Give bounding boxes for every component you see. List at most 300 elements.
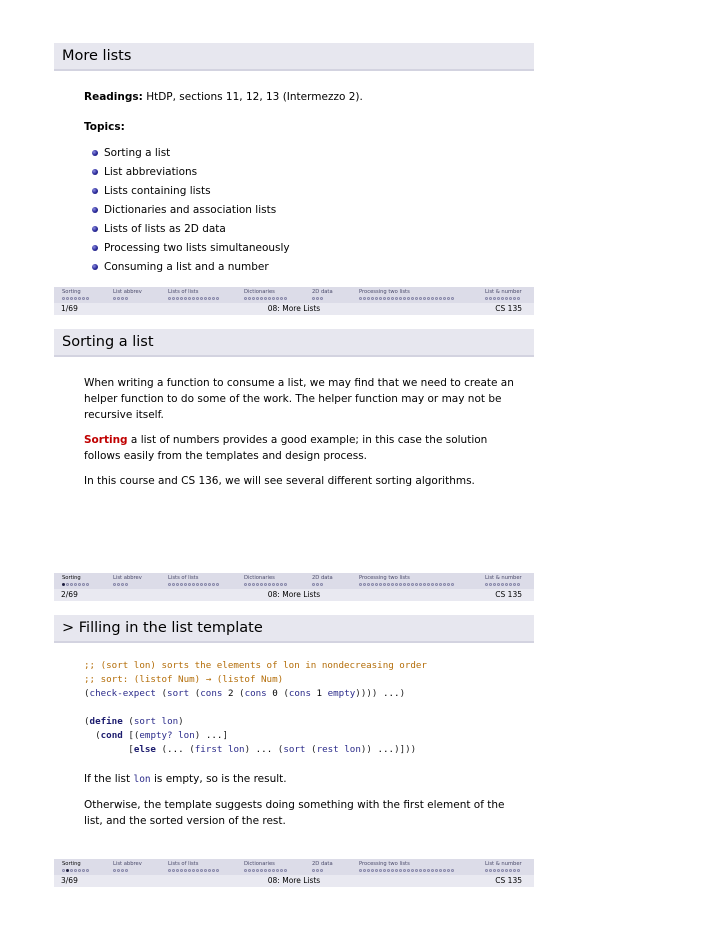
- nav-frame-dot[interactable]: [113, 869, 116, 872]
- nav-frame-dot[interactable]: [505, 297, 508, 300]
- list-item: Dictionaries and association lists: [92, 201, 514, 220]
- bullet-ball-icon: [92, 150, 98, 156]
- nav-frame-dot[interactable]: [451, 869, 454, 872]
- nav-frame-dot[interactable]: [316, 297, 319, 300]
- nav-frame-dot[interactable]: [188, 583, 191, 586]
- inline-code: lon: [133, 774, 151, 785]
- nav-frame-dot[interactable]: [212, 869, 215, 872]
- nav-frame-dot[interactable]: [252, 583, 255, 586]
- readings-label: Readings:: [84, 91, 143, 103]
- nav-frame-dot[interactable]: [252, 869, 255, 872]
- bullet-ball-icon: [92, 169, 98, 175]
- nav-section-link[interactable]: Sorting: [62, 575, 81, 581]
- nav-frame-dot[interactable]: [280, 583, 283, 586]
- nav-frame-dot[interactable]: [312, 583, 315, 586]
- nav-frame-dot[interactable]: [264, 869, 267, 872]
- nav-frame-dot[interactable]: [276, 583, 279, 586]
- nav-section-link[interactable]: Dictionaries: [244, 575, 275, 581]
- nav-section-link[interactable]: Processing two lists: [359, 575, 410, 581]
- list-item: Lists containing lists: [92, 182, 514, 201]
- nav-frame-dot[interactable]: [264, 297, 267, 300]
- slide-title: > Filling in the list template: [62, 620, 263, 636]
- nav-frame-dot[interactable]: [517, 297, 520, 300]
- slide-title: More lists: [62, 48, 132, 64]
- nav-frame-dot[interactable]: [383, 297, 386, 300]
- nav-frame-dot[interactable]: [513, 869, 516, 872]
- nav-frame-dot[interactable]: [78, 297, 81, 300]
- section-navbar: [54, 287, 534, 303]
- nav-frame-dot[interactable]: [180, 583, 183, 586]
- nav-frame-dot[interactable]: [196, 869, 199, 872]
- nav-frame-dot[interactable]: [172, 583, 175, 586]
- nav-frame-dot[interactable]: [359, 583, 362, 586]
- nav-frame-dot[interactable]: [212, 297, 215, 300]
- nav-frame-dot[interactable]: [383, 583, 386, 586]
- nav-frame-dot[interactable]: [117, 297, 120, 300]
- slide-title-bar: [54, 615, 534, 643]
- nav-frame-dot[interactable]: [371, 583, 374, 586]
- nav-frame-dot[interactable]: [505, 583, 508, 586]
- nav-frame-dot[interactable]: [200, 869, 203, 872]
- nav-frame-dots: [312, 583, 324, 587]
- nav-frame-dot[interactable]: [244, 869, 247, 872]
- page-number: 1/69: [61, 304, 78, 313]
- nav-frame-dot[interactable]: [86, 297, 89, 300]
- nav-frame-dots: [312, 297, 324, 301]
- nav-frame-dot[interactable]: [125, 583, 128, 586]
- nav-frame-dot[interactable]: [192, 583, 195, 586]
- nav-frame-dot[interactable]: [113, 583, 116, 586]
- nav-frame-dots: [359, 869, 455, 873]
- nav-section-link[interactable]: List & number: [485, 289, 522, 295]
- nav-section-link[interactable]: List abbrev: [113, 861, 142, 867]
- nav-frame-dot[interactable]: [74, 869, 77, 872]
- nav-frame-dot[interactable]: [439, 869, 442, 872]
- nav-frame-dot[interactable]: [176, 869, 179, 872]
- list-item: Lists of lists as 2D data: [92, 220, 514, 239]
- nav-frame-dot[interactable]: [395, 583, 398, 586]
- nav-frame-dot[interactable]: [200, 297, 203, 300]
- nav-frame-dot[interactable]: [192, 297, 195, 300]
- nav-frame-dot[interactable]: [387, 297, 390, 300]
- paragraph: When writing a function to consume a list, we may find that we need to create an helper function to do some of the work. The helper function may or may not be recursive itself.: [84, 377, 514, 421]
- nav-section-link[interactable]: Dictionaries: [244, 861, 275, 867]
- slide-footer: [54, 303, 534, 315]
- nav-frame-dot[interactable]: [208, 297, 211, 300]
- nav-frame-dot[interactable]: [272, 583, 275, 586]
- nav-frame-dot[interactable]: [70, 583, 73, 586]
- nav-frame-dot[interactable]: [387, 869, 390, 872]
- nav-section-link[interactable]: List abbrev: [113, 575, 142, 581]
- nav-frame-dot[interactable]: [180, 297, 183, 300]
- nav-frame-dot[interactable]: [485, 583, 488, 586]
- nav-frame-dot[interactable]: [363, 297, 366, 300]
- nav-frame-dot[interactable]: [248, 297, 251, 300]
- bullet-ball-icon: [92, 188, 98, 194]
- nav-frame-dots: [244, 297, 288, 301]
- nav-frame-dot[interactable]: [184, 297, 187, 300]
- readings-line: [84, 89, 514, 105]
- nav-frame-dot[interactable]: [485, 869, 488, 872]
- nav-frame-dot[interactable]: [268, 297, 271, 300]
- nav-frame-dot[interactable]: [264, 583, 267, 586]
- nav-frame-dot[interactable]: [359, 297, 362, 300]
- nav-frame-dot[interactable]: [419, 583, 422, 586]
- nav-frame-dot[interactable]: [216, 583, 219, 586]
- nav-section-link[interactable]: Sorting: [62, 861, 81, 867]
- nav-frame-dot[interactable]: [82, 869, 85, 872]
- nav-frame-dot[interactable]: [431, 869, 434, 872]
- paragraph: If the list lon is empty, so is the result.: [84, 773, 287, 785]
- nav-frame-dot[interactable]: [485, 297, 488, 300]
- nav-frame-dots: [62, 583, 90, 587]
- slide-content: [84, 375, 514, 498]
- slide-title: Sorting a list: [62, 334, 154, 350]
- nav-frame-dot[interactable]: [82, 297, 85, 300]
- nav-frame-dot[interactable]: [272, 869, 275, 872]
- nav-frame-dot[interactable]: [493, 869, 496, 872]
- nav-frame-dot[interactable]: [439, 583, 442, 586]
- nav-frame-dot[interactable]: [505, 869, 508, 872]
- nav-frame-dot[interactable]: [489, 297, 492, 300]
- nav-frame-dot[interactable]: [180, 869, 183, 872]
- nav-frame-dot[interactable]: [276, 869, 279, 872]
- nav-frame-dot[interactable]: [497, 869, 500, 872]
- nav-frame-dot[interactable]: [188, 297, 191, 300]
- nav-frame-dot[interactable]: [272, 297, 275, 300]
- code-comment: ;; (sort lon) sorts the elements of lon in nondecreasing order: [84, 660, 427, 671]
- nav-frame-dot[interactable]: [517, 869, 520, 872]
- nav-section-link[interactable]: 2D data: [312, 575, 333, 581]
- nav-frame-dot[interactable]: [196, 297, 199, 300]
- nav-frame-dot[interactable]: [248, 583, 251, 586]
- nav-frame-dot[interactable]: [86, 583, 89, 586]
- nav-frame-dot[interactable]: [509, 297, 512, 300]
- nav-frame-dot[interactable]: [391, 583, 394, 586]
- nav-frame-dot[interactable]: [489, 583, 492, 586]
- nav-frame-dot[interactable]: [407, 583, 410, 586]
- nav-frame-dot[interactable]: [419, 297, 422, 300]
- nav-frame-dot[interactable]: [509, 869, 512, 872]
- nav-frame-dot[interactable]: [415, 869, 418, 872]
- nav-frame-dot[interactable]: [387, 583, 390, 586]
- nav-frame-dot[interactable]: [493, 583, 496, 586]
- section-navbar: [54, 859, 534, 875]
- nav-frame-dot[interactable]: [168, 869, 171, 872]
- nav-frame-dot[interactable]: [74, 583, 77, 586]
- nav-frame-dot[interactable]: [427, 583, 430, 586]
- nav-section-link[interactable]: 2D data: [312, 861, 333, 867]
- nav-frame-dot[interactable]: [363, 583, 366, 586]
- list-item: List abbreviations: [92, 163, 514, 182]
- nav-frame-dot[interactable]: [443, 869, 446, 872]
- nav-frame-dot[interactable]: [82, 583, 85, 586]
- bullet-ball-icon: [92, 264, 98, 270]
- nav-frame-dot[interactable]: [260, 583, 263, 586]
- nav-frame-dot[interactable]: [113, 297, 116, 300]
- nav-frame-dot[interactable]: [411, 869, 414, 872]
- nav-section-link[interactable]: Sorting: [62, 289, 81, 295]
- nav-frame-dot[interactable]: [74, 297, 77, 300]
- nav-frame-dot[interactable]: [415, 583, 418, 586]
- nav-frame-dot[interactable]: [375, 583, 378, 586]
- nav-frame-dot[interactable]: [125, 297, 128, 300]
- nav-frame-dot[interactable]: [117, 869, 120, 872]
- nav-frame-dot[interactable]: [216, 869, 219, 872]
- nav-frame-dot[interactable]: [399, 583, 402, 586]
- footer-title: 08: More Lists: [267, 304, 321, 313]
- nav-frame-dots: [244, 583, 288, 587]
- paragraph: Otherwise, the template suggests doing something with the first element of the list, and the sorted version of the rest.: [84, 799, 505, 827]
- nav-frame-dot[interactable]: [391, 869, 394, 872]
- nav-frame-dot[interactable]: [280, 297, 283, 300]
- nav-frame-dot[interactable]: [443, 297, 446, 300]
- nav-frame-dot[interactable]: [517, 583, 520, 586]
- section-navbar: [54, 573, 534, 589]
- nav-frame-dot[interactable]: [260, 869, 263, 872]
- nav-frame-dot[interactable]: [375, 297, 378, 300]
- nav-frame-dot[interactable]: [379, 297, 382, 300]
- nav-frame-dot[interactable]: [66, 297, 69, 300]
- readings-text: HtDP, sections 11, 12, 13 (Intermezzo 2).: [142, 91, 363, 103]
- nav-frame-dot[interactable]: [363, 869, 366, 872]
- nav-frame-dot[interactable]: [447, 583, 450, 586]
- nav-section-link[interactable]: List & number: [485, 861, 522, 867]
- nav-frame-dot[interactable]: [403, 583, 406, 586]
- nav-frame-dot[interactable]: [359, 869, 362, 872]
- nav-frame-dot[interactable]: [423, 297, 426, 300]
- slide-title-bar: [54, 329, 534, 357]
- nav-frame-dot[interactable]: [431, 583, 434, 586]
- nav-frame-dots: [168, 869, 220, 873]
- nav-frame-dot[interactable]: [208, 869, 211, 872]
- nav-frame-dot[interactable]: [121, 869, 124, 872]
- nav-frame-dot[interactable]: [501, 869, 504, 872]
- nav-frame-dot[interactable]: [184, 583, 187, 586]
- nav-frame-dot[interactable]: [497, 583, 500, 586]
- nav-section-link[interactable]: Dictionaries: [244, 289, 275, 295]
- nav-frame-dot[interactable]: [379, 583, 382, 586]
- nav-frame-dot[interactable]: [208, 583, 211, 586]
- nav-section-link[interactable]: List & number: [485, 575, 522, 581]
- nav-frame-dots: [113, 297, 129, 301]
- nav-section-link[interactable]: Lists of lists: [168, 575, 199, 581]
- code-block: ;; (sort lon) sorts the elements of lon in nondecreasing order ;; sort: (listof Num) → (listof Num) (check-expect (sort (cons 2 (cons 0 (cons 1 empty)))) ...) (define (sort lon) (cond [(empty? lon) ...] [else (... (first lon) ... (sort (rest lon)) ...)])): [84, 660, 427, 755]
- nav-section-link[interactable]: Lists of lists: [168, 861, 199, 867]
- nav-frame-dot[interactable]: [371, 297, 374, 300]
- nav-frame-dot[interactable]: [493, 297, 496, 300]
- nav-frame-dot[interactable]: [431, 297, 434, 300]
- footer-course: CS 135: [495, 590, 522, 599]
- nav-section-link[interactable]: Lists of lists: [168, 289, 199, 295]
- nav-frame-dot[interactable]: [176, 297, 179, 300]
- nav-frame-dot[interactable]: [320, 869, 323, 872]
- nav-frame-dot[interactable]: [117, 583, 120, 586]
- nav-frame-dot[interactable]: [367, 583, 370, 586]
- nav-frame-dot[interactable]: [379, 869, 382, 872]
- nav-frame-dot[interactable]: [447, 297, 450, 300]
- nav-frame-dot[interactable]: [435, 583, 438, 586]
- nav-frame-dot[interactable]: [443, 583, 446, 586]
- nav-frame-dot[interactable]: [70, 297, 73, 300]
- slide-title-bar: [54, 43, 534, 71]
- nav-frame-dot[interactable]: [284, 869, 287, 872]
- nav-frame-dot[interactable]: [423, 583, 426, 586]
- nav-frame-dot[interactable]: [252, 297, 255, 300]
- nav-frame-dots: [485, 297, 521, 301]
- nav-frame-dot[interactable]: [62, 297, 65, 300]
- nav-frame-dot[interactable]: [399, 869, 402, 872]
- nav-frame-dot[interactable]: [320, 583, 323, 586]
- nav-frame-dot[interactable]: [435, 869, 438, 872]
- nav-frame-dot[interactable]: [312, 869, 315, 872]
- nav-frame-dot[interactable]: [415, 297, 418, 300]
- slide-footer: [54, 589, 534, 601]
- nav-frame-dots: [62, 869, 90, 873]
- nav-frame-dot[interactable]: [212, 583, 215, 586]
- nav-section-link[interactable]: Processing two lists: [359, 289, 410, 295]
- nav-frame-dot[interactable]: [62, 869, 65, 872]
- nav-frame-dot[interactable]: [419, 869, 422, 872]
- nav-frame-dot[interactable]: [204, 583, 207, 586]
- nav-frame-dot[interactable]: [244, 297, 247, 300]
- nav-frame-dot[interactable]: [276, 297, 279, 300]
- nav-frame-dot[interactable]: [375, 869, 378, 872]
- nav-frame-dot[interactable]: [407, 869, 410, 872]
- nav-frame-dots: [168, 297, 220, 301]
- nav-frame-dot[interactable]: [407, 297, 410, 300]
- nav-frame-dot[interactable]: [196, 583, 199, 586]
- nav-frame-dot[interactable]: [423, 869, 426, 872]
- nav-frame-dot[interactable]: [411, 297, 414, 300]
- nav-frame-dot[interactable]: [284, 583, 287, 586]
- slide-footer: [54, 875, 534, 887]
- paragraph: In this course and CS 136, we will see several different sorting algorithms.: [84, 475, 475, 487]
- list-item: Processing two lists simultaneously: [92, 239, 514, 258]
- nav-frame-dot[interactable]: [367, 297, 370, 300]
- nav-frame-dot[interactable]: [184, 869, 187, 872]
- nav-frame-dots: [62, 297, 90, 301]
- nav-frame-dot[interactable]: [284, 297, 287, 300]
- nav-frame-dot[interactable]: [125, 869, 128, 872]
- nav-frame-dot[interactable]: [248, 869, 251, 872]
- nav-frame-dots: [485, 583, 521, 587]
- footer-course: CS 135: [495, 304, 522, 313]
- nav-frame-dot[interactable]: [399, 297, 402, 300]
- nav-frame-dot[interactable]: [280, 869, 283, 872]
- nav-frame-dot[interactable]: [395, 869, 398, 872]
- nav-frame-dot[interactable]: [204, 297, 207, 300]
- nav-frame-dot[interactable]: [200, 583, 203, 586]
- nav-frame-dot[interactable]: [121, 583, 124, 586]
- nav-frame-dot[interactable]: [391, 297, 394, 300]
- nav-frame-dot[interactable]: [66, 583, 69, 586]
- nav-frame-dot[interactable]: [501, 297, 504, 300]
- nav-frame-dot[interactable]: [451, 297, 454, 300]
- nav-frame-dot[interactable]: [451, 583, 454, 586]
- nav-frame-dot[interactable]: [489, 869, 492, 872]
- nav-frame-dot[interactable]: [497, 297, 500, 300]
- nav-frame-dot[interactable]: [403, 869, 406, 872]
- slide-more-lists: [54, 43, 534, 315]
- list-item: Sorting a list: [92, 144, 514, 163]
- nav-frame-dot[interactable]: [70, 869, 73, 872]
- nav-frame-dot[interactable]: [316, 583, 319, 586]
- nav-frame-dot[interactable]: [256, 583, 259, 586]
- nav-frame-dot[interactable]: [188, 869, 191, 872]
- nav-section-link[interactable]: 2D data: [312, 289, 333, 295]
- page-number: 3/69: [61, 876, 78, 885]
- nav-frame-dot[interactable]: [513, 297, 516, 300]
- nav-frame-dot[interactable]: [176, 583, 179, 586]
- nav-frame-dot[interactable]: [316, 869, 319, 872]
- nav-frame-dot[interactable]: [172, 869, 175, 872]
- nav-frame-dot[interactable]: [121, 297, 124, 300]
- nav-frame-dot[interactable]: [427, 869, 430, 872]
- nav-frame-dot[interactable]: [435, 297, 438, 300]
- nav-frame-dot[interactable]: [260, 297, 263, 300]
- bullet-ball-icon: [92, 245, 98, 251]
- nav-frame-dot[interactable]: [256, 869, 259, 872]
- nav-frame-dot[interactable]: [371, 869, 374, 872]
- nav-frame-dot[interactable]: [447, 869, 450, 872]
- topics-list: [84, 144, 514, 277]
- nav-section-link[interactable]: Processing two lists: [359, 861, 410, 867]
- nav-frame-dot[interactable]: [204, 869, 207, 872]
- nav-frame-dot[interactable]: [172, 297, 175, 300]
- nav-frame-dot[interactable]: [168, 297, 171, 300]
- nav-frame-dot[interactable]: [411, 583, 414, 586]
- footer-course: CS 135: [495, 876, 522, 885]
- nav-frame-dot[interactable]: [86, 869, 89, 872]
- nav-frame-dots: [359, 583, 455, 587]
- nav-frame-dot[interactable]: [62, 583, 65, 586]
- nav-frame-dot[interactable]: [66, 869, 69, 872]
- code-comment: ;; sort: (listof Num) → (listof Num): [84, 674, 284, 685]
- nav-frame-dot[interactable]: [244, 583, 247, 586]
- nav-frame-dot[interactable]: [312, 297, 315, 300]
- nav-section-link[interactable]: List abbrev: [113, 289, 142, 295]
- nav-frame-dot[interactable]: [192, 869, 195, 872]
- nav-frame-dot[interactable]: [367, 869, 370, 872]
- nav-frame-dot[interactable]: [439, 297, 442, 300]
- nav-frame-dot[interactable]: [395, 297, 398, 300]
- slide-content: [84, 659, 514, 838]
- slide-content: [84, 89, 514, 277]
- nav-frame-dot[interactable]: [216, 297, 219, 300]
- nav-frame-dots: [312, 869, 324, 873]
- nav-frame-dot[interactable]: [78, 583, 81, 586]
- nav-frame-dot[interactable]: [256, 297, 259, 300]
- nav-frame-dots: [113, 583, 129, 587]
- nav-frame-dot[interactable]: [168, 583, 171, 586]
- nav-frame-dot[interactable]: [403, 297, 406, 300]
- nav-frame-dot[interactable]: [383, 869, 386, 872]
- nav-frame-dot[interactable]: [320, 297, 323, 300]
- bullet-ball-icon: [92, 226, 98, 232]
- nav-frame-dot[interactable]: [268, 869, 271, 872]
- footer-title: 08: More Lists: [267, 876, 321, 885]
- alert-term: Sorting: [84, 434, 128, 446]
- nav-frame-dot[interactable]: [509, 583, 512, 586]
- nav-frame-dot[interactable]: [427, 297, 430, 300]
- paragraph: Sorting a list of numbers provides a good example; in this case the solution follows easily from the templates and design process.: [84, 434, 488, 462]
- nav-frame-dot[interactable]: [501, 583, 504, 586]
- page-number: 2/69: [61, 590, 78, 599]
- nav-frame-dot[interactable]: [513, 583, 516, 586]
- nav-frame-dot[interactable]: [78, 869, 81, 872]
- nav-frame-dot[interactable]: [268, 583, 271, 586]
